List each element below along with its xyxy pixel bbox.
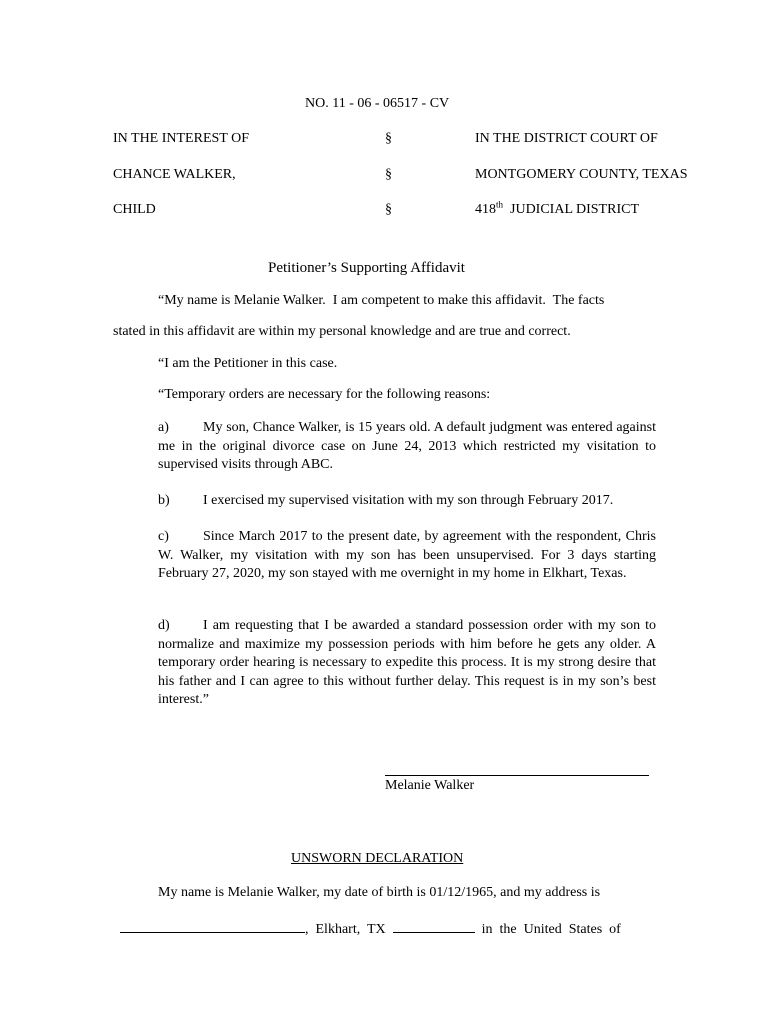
petitioner-line: “I am the Petitioner in this case. (158, 356, 338, 371)
signature-line (385, 775, 649, 776)
caption-right-1: IN THE DISTRICT COURT OF (475, 131, 658, 146)
intro-line-1: “My name is Melanie Walker. I am competent to make this affidavit. The facts (158, 293, 605, 308)
item-d (158, 617, 656, 710)
item-text: I am requesting that I be awarded a standard possession order with my son to normalize and maximize my possession periods with him before he gets any older. A temporary order hearing is necessary to expedite this process. It is my strong desire that his father and I can agree to this without further delay. This request is in my son’s best interest.” (158, 618, 656, 707)
zip-blank (393, 920, 475, 933)
declaration-line-1: My name is Melanie Walker, my date of birth is 01/12/1965, and my address is (158, 885, 601, 900)
section-symbol: § (385, 131, 392, 146)
address-city: , Elkhart, TX (305, 922, 386, 937)
address-blank (120, 920, 305, 933)
caption-district (475, 201, 639, 219)
district-suffix: th (496, 199, 504, 210)
district-label: JUDICIAL DISTRICT (510, 202, 639, 217)
declaration-tail: in the United States of (481, 922, 621, 937)
section-symbol: § (385, 202, 392, 217)
document-title: Petitioner’s Supporting Affidavit (268, 260, 465, 276)
item-a (158, 419, 656, 475)
declaration-line-2 (113, 902, 621, 939)
caption-right-2: MONTGOMERY COUNTY, TEXAS (475, 167, 688, 182)
declaration-heading: UNSWORN DECLARATION (291, 851, 464, 866)
caption-left-3: CHILD (113, 202, 156, 217)
item-text: Since March 2017 to the present date, by agreement with the respondent, Chris W. Walker, my visitation with my son has been unsupervised. For 3 days starting February 27, 2020, my son stayed with me overnight in my home in Elkhart, Texas. (158, 529, 656, 581)
item-tag: c) (158, 529, 169, 544)
district-number: 418 (475, 202, 496, 217)
item-c (158, 528, 656, 584)
item-text: I exercised my supervised visitation with my son through February 2017. (203, 493, 614, 508)
item-tag: d) (158, 618, 170, 633)
section-symbol: § (385, 167, 392, 182)
caption-left-1: IN THE INTEREST OF (113, 131, 249, 146)
item-tag: b) (158, 493, 170, 508)
reasons-line: “Temporary orders are necessary for the following reasons: (158, 387, 491, 402)
item-tag: a) (158, 420, 169, 435)
item-b (158, 492, 656, 511)
case-number: NO. 11 - 06 - 06517 - CV (305, 96, 450, 111)
signature-name: Melanie Walker (385, 778, 475, 793)
intro-line-2: stated in this affidavit are within my personal knowledge and are true and correct. (113, 324, 571, 339)
caption-left-2: CHANCE WALKER, (113, 167, 236, 182)
item-text: My son, Chance Walker, is 15 years old. A default judgment was entered against me in the original divorce case on June 24, 2013 which restricted my visitation to supervised visits through ABC. (158, 420, 656, 472)
